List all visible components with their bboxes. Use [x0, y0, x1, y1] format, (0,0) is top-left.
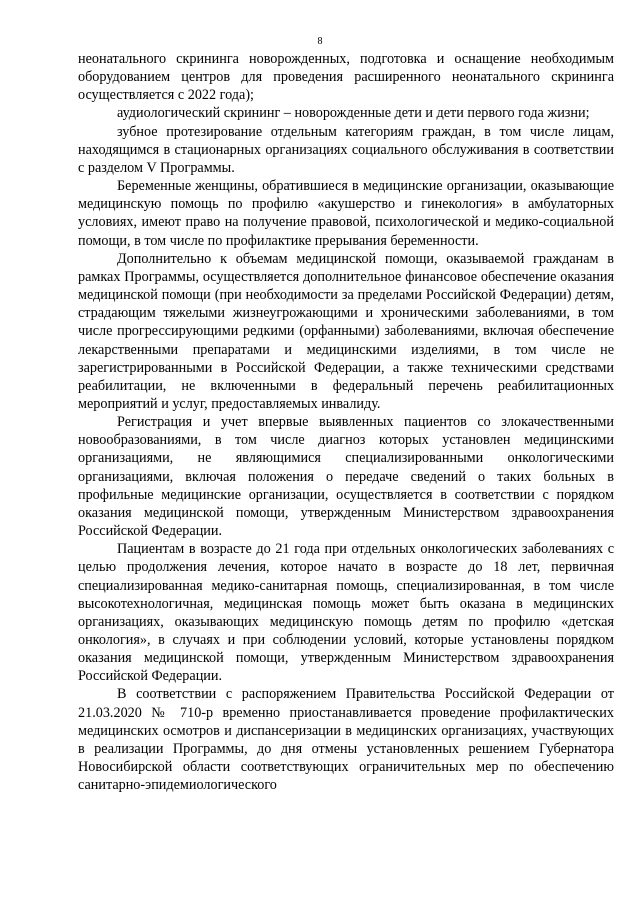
- paragraph-audiological-screening: аудиологический скрининг – новорожденные дети и дети первого года жизни;: [117, 105, 590, 122]
- paragraph-oncology-registration: Регистрация и учет впервые выявленных пациентов со злокачественными новообразованиями, в том числе диагноз которых установлен медицинскими организациями, не являющимися специализированными онкологическими организациями, включая положения о передаче сведений о таких больных в профильные медицинские организации, осуществляется в соответствии с порядком оказания медицинской помощи, утвержденным Министерством здравоохранения Российской Федерации.: [78, 414, 614, 540]
- paragraph-patients-under-21: Пациентам в возрасте до 21 года при отдельных онкологических заболеваниях с целью продолжения лечения, которое начато в возрасте до 18 лет, первичная специализированная медико-санитарная помощь, специализированная, в том числе высокотехнологичная, медицинская помощь может быть оказана в медицинских организациях, оказывающих медицинскую помощь детям по профилю «детская онкология», в случаях и при соблюдении условий, которые установлены порядком оказания медицинской помощи, утвержденным Министерством здравоохранения Российской Федерации.: [78, 541, 614, 685]
- paragraph-dental-prosthetics: зубное протезирование отдельным категориям граждан, в том числе лицам, находящимся в стационарных организациях социального обслуживания в соответствии с разделом V Программы.: [78, 123, 614, 176]
- paragraph-neonatal-screening-continued: неонатального скрининга новорожденных, подготовка и оснащение необходимым оборудованием центров для проведения расширенного неонатального скрининга осуществляется с 2022 года);: [78, 51, 614, 104]
- paragraph-government-order: В соответствии с распоряжением Правительства Российской Федерации от 21.03.2020 № 710-р временно приостанавливается проведение профилактических медицинских осмотров и диспансеризации в медицинских организациях, участвующих в реализации Программы, до дня отмены установленных решением Губернатора Новосибирской области соответствующих ограничительных мер по обеспечению санитарно-эпидемиологического: [78, 686, 614, 794]
- page-number: 8: [317, 36, 323, 47]
- paragraph-additional-funding: Дополнительно к объемам медицинской помощи, оказываемой гражданам в рамках Программы, осуществляется дополнительное финансовое обеспечение оказания медицинской помощи (при необходимости за пределами Российской Федерации) детям, страдающим тяжелыми жизнеугрожающими и хроническими заболеваниями, в том числе прогрессирующими редкими (орфанными) заболеваниями, включая обеспечение лекарственными препаратами и медицинскими изделиями, в том числе не зарегистрированными в Российской Федерации, а также техническими средствами реабилитации, не включенными в федеральный перечень реабилитационных мероприятий и услуг, предоставляемых инвалиду.: [78, 250, 614, 412]
- document-body: [78, 50, 614, 794]
- paragraph-pregnant-women: Беременные женщины, обратившиеся в медицинские организации, оказывающие медицинскую помощь по профилю «акушерство и гинекология» в амбулаторных условиях, имеют право на получение правовой, психологической и медико-социальной помощи, в том числе по профилактике прерывания беременности.: [78, 178, 614, 249]
